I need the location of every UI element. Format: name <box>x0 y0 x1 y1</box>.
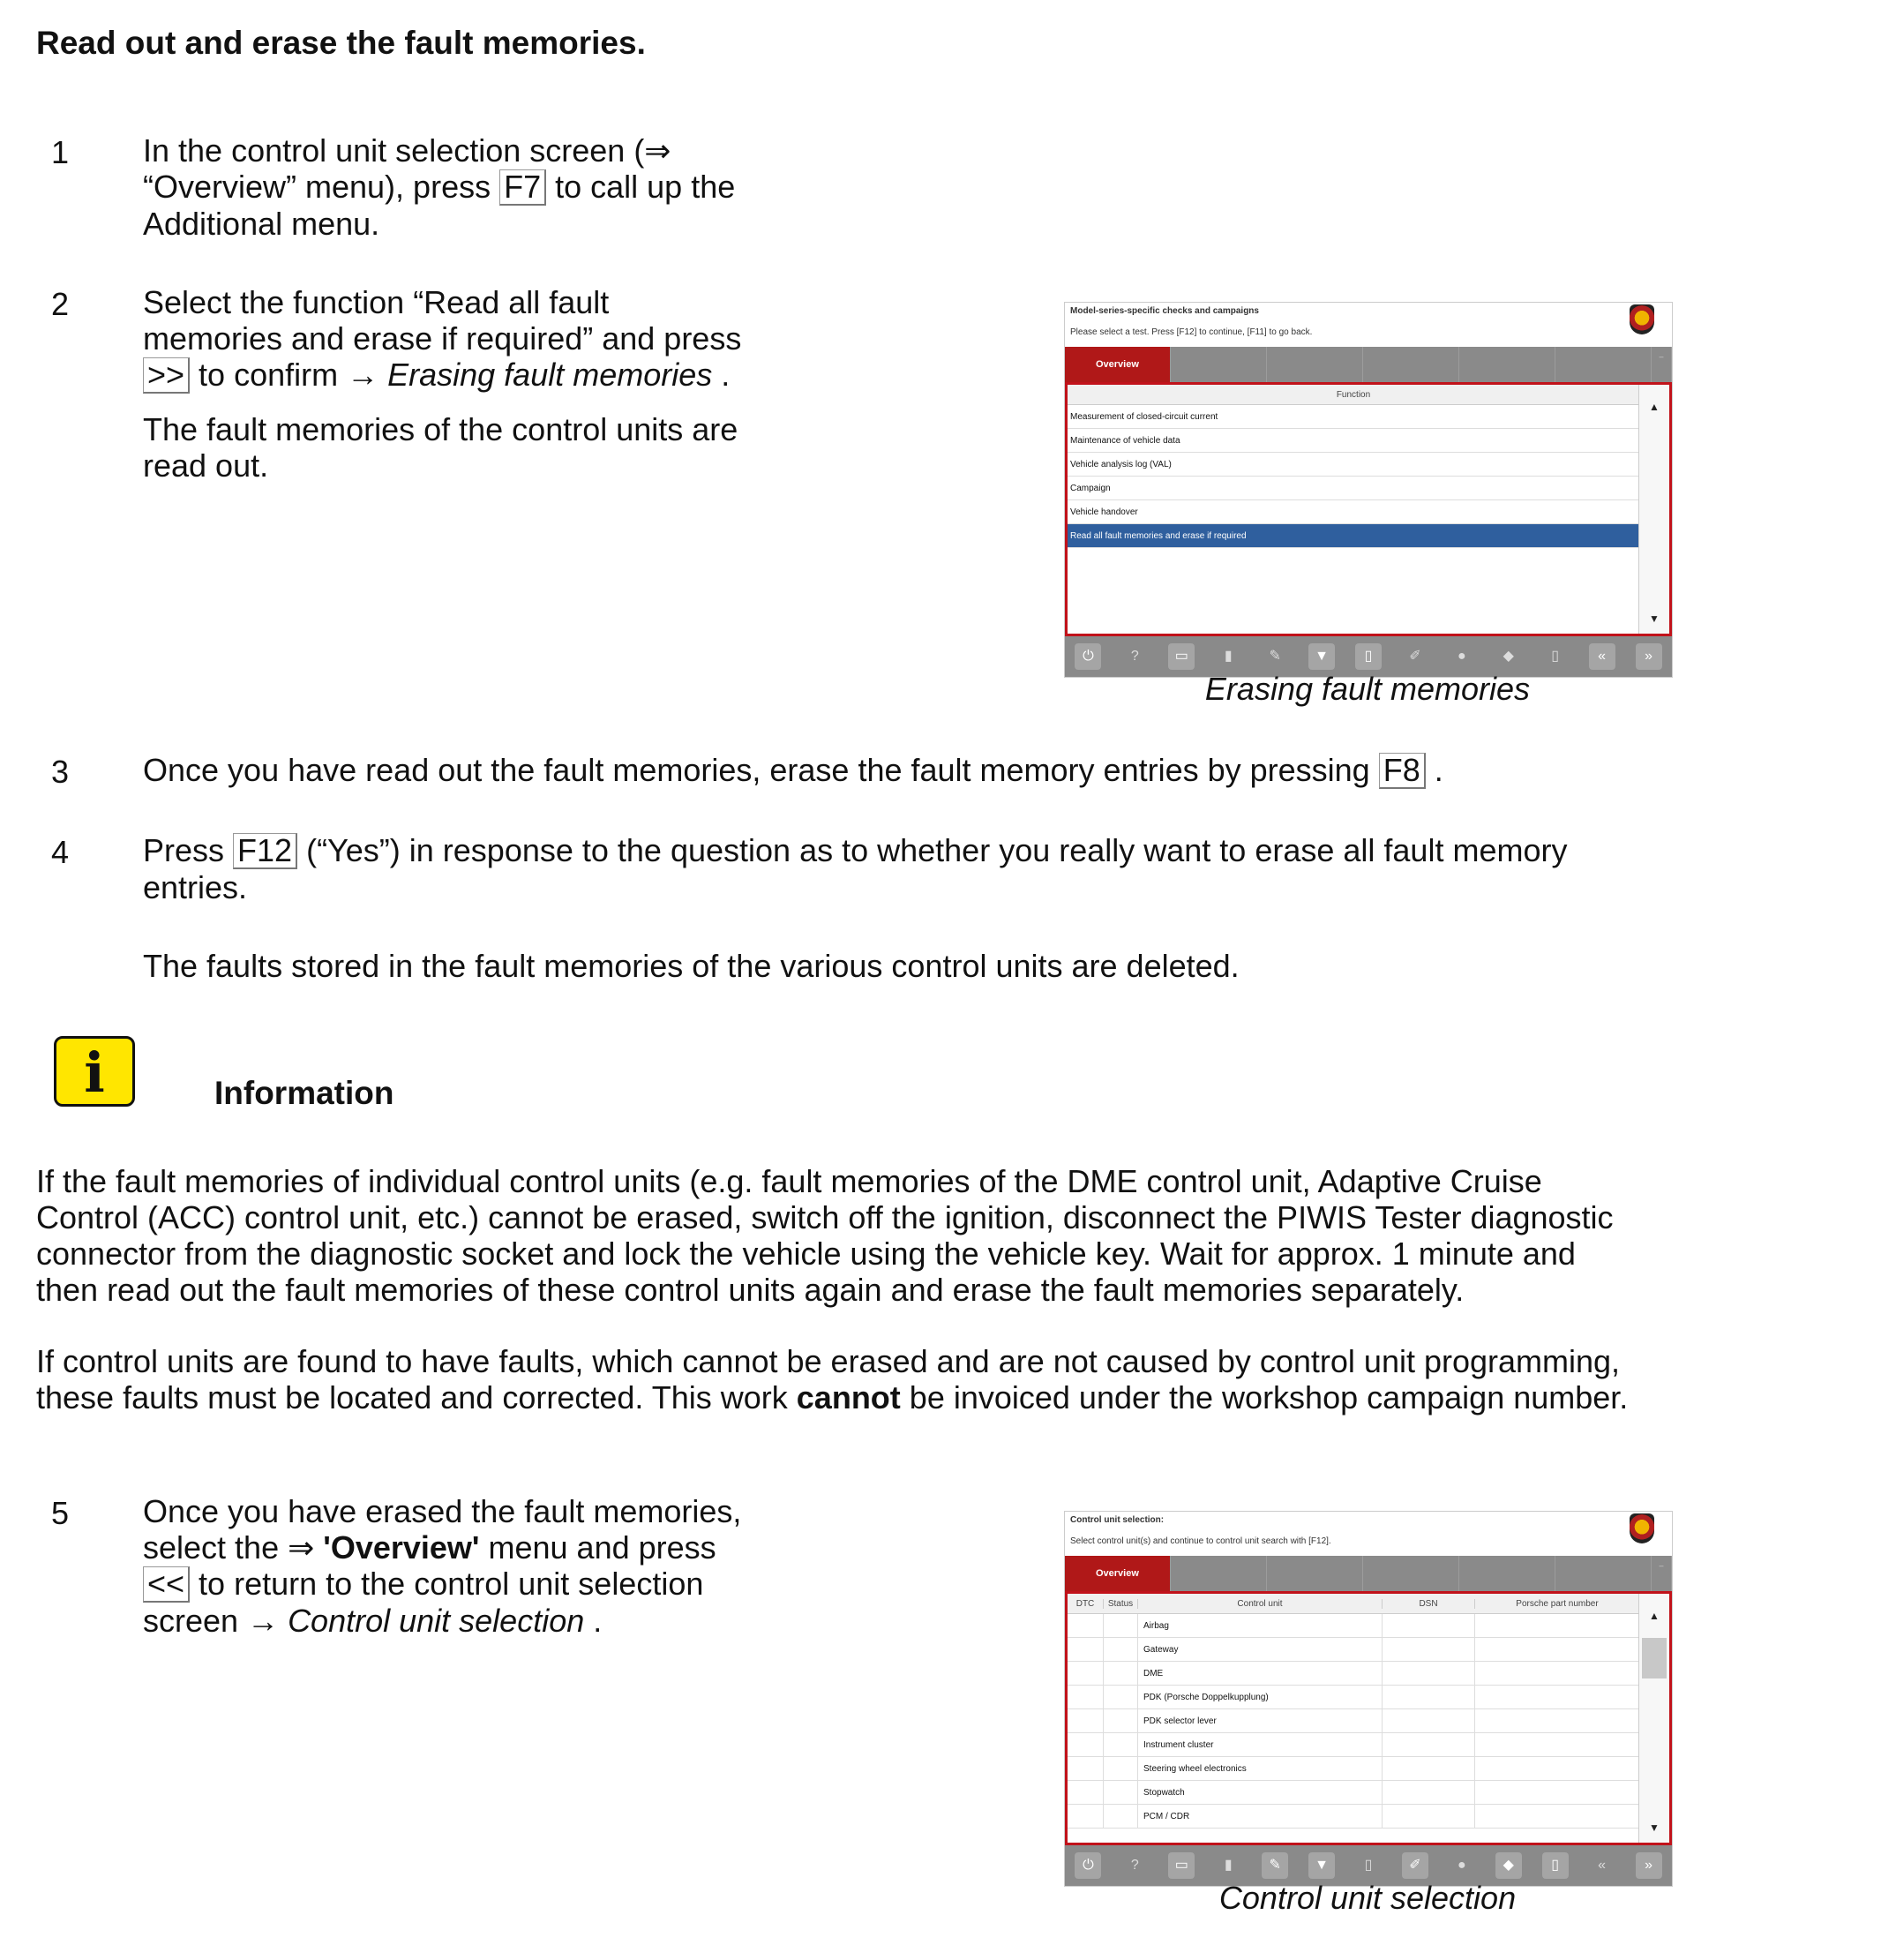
figure-caption: Control unit selection <box>1218 1880 1517 1916</box>
information-icon: i <box>54 1036 135 1107</box>
exit-icon[interactable]: ⏻ <box>1075 1852 1101 1879</box>
next-icon[interactable]: » <box>1636 643 1662 670</box>
screen-header: Control unit selection: Select control unit(s) and continue to control unit search with [F12]. <box>1065 1512 1672 1556</box>
control-unit-name: Steering wheel electronics <box>1143 1763 1247 1774</box>
tab-inactive[interactable] <box>1171 1556 1267 1591</box>
multimeter-icon[interactable]: ▭ <box>1168 643 1195 670</box>
table-row[interactable] <box>1068 1805 1639 1829</box>
dsn-cell <box>1382 1781 1475 1804</box>
delete-icon: ▯ <box>1364 1858 1373 1873</box>
step-number: 2 <box>51 286 70 322</box>
key-f8: F8 <box>1379 753 1426 789</box>
scroll-down-icon[interactable]: ▼ <box>1649 1821 1660 1834</box>
step-5-line: << to return to the control unit selection <box>143 1566 741 1603</box>
tab-bar <box>1065 347 1672 382</box>
column-part-number: Porsche part number <box>1516 1598 1599 1609</box>
control-unit-name: PCM / CDR <box>1143 1811 1190 1821</box>
scrollbar[interactable] <box>1638 1594 1669 1843</box>
control-unit-name: Instrument cluster <box>1143 1739 1214 1750</box>
key-f7: F7 <box>499 169 546 206</box>
dsn-cell <box>1382 1686 1475 1708</box>
tab-inactive[interactable] <box>1459 347 1555 382</box>
document-icon[interactable]: ▯ <box>1542 1852 1569 1879</box>
step-2-line: memories and erase if required” and press <box>143 320 742 357</box>
step-5-line: Once you have erased the fault memories, <box>143 1493 742 1529</box>
tag-icon: ◆ <box>1503 649 1514 664</box>
tab-overview[interactable]: Overview <box>1065 1556 1171 1591</box>
control-unit-name: PDK (Porsche Doppelkupplung) <box>1143 1692 1269 1702</box>
info-icon: ● <box>1457 649 1466 664</box>
tab-more[interactable]: – <box>1652 347 1672 382</box>
column-dtc: DTC <box>1068 1599 1104 1609</box>
step-4-line: The faults stored in the fault memories of the various control units are deleted. <box>143 948 1240 984</box>
information-heading: Information <box>214 1075 394 1111</box>
multimeter-icon[interactable]: ▭ <box>1168 1852 1195 1879</box>
scrollbar[interactable] <box>1638 385 1669 634</box>
table-row[interactable] <box>1068 1781 1639 1805</box>
step-5-line: screen → Control unit selection . <box>143 1603 603 1639</box>
step-5-line: select the ⇒ 'Overview' menu and press <box>143 1529 716 1566</box>
help-icon: ? <box>1130 649 1139 664</box>
column-dsn: DSN <box>1383 1599 1475 1609</box>
step-1-text <box>143 132 735 242</box>
step-3-text: Once you have read out the fault memories, erase the fault memory entries by pressing F8 . <box>143 752 1443 788</box>
tab-inactive[interactable] <box>1555 1556 1652 1591</box>
control-unit-name: Stopwatch <box>1143 1787 1185 1798</box>
dsn-cell <box>1382 1662 1475 1685</box>
document-icon: ▯ <box>1551 649 1560 664</box>
porsche-crest-icon <box>1630 304 1654 334</box>
tab-inactive[interactable] <box>1363 347 1459 382</box>
page-title: Read out and erase the fault memories. <box>36 25 646 61</box>
list-item[interactable]: Vehicle analysis log (VAL) <box>1068 453 1639 477</box>
table-row[interactable] <box>1068 1709 1639 1733</box>
list-item[interactable]: Measurement of closed-circuit current <box>1068 405 1639 429</box>
control-unit-table <box>1065 1591 1672 1845</box>
dsn-cell <box>1382 1709 1475 1732</box>
column-status: Status <box>1104 1599 1138 1609</box>
step-number: 5 <box>51 1495 70 1531</box>
dsn-cell <box>1382 1757 1475 1780</box>
tab-inactive[interactable] <box>1267 1556 1363 1591</box>
tag-icon[interactable]: ◆ <box>1495 1852 1522 1879</box>
step-4-text <box>143 832 1567 984</box>
information-paragraph-2: If control units are found to have faults, which cannot be erased and are not caused by control unit programming, these faults must be located and corrected. This work cannot be invoiced under the workshop campaign number. <box>36 1343 1629 1416</box>
tab-more[interactable]: – <box>1652 1556 1672 1591</box>
dsn-cell <box>1382 1638 1475 1661</box>
tool-icon[interactable]: ✐ <box>1402 1852 1428 1879</box>
edit-icon[interactable]: ✎ <box>1262 1852 1288 1879</box>
table-row[interactable] <box>1068 1757 1639 1781</box>
key-next: >> <box>143 357 190 394</box>
filter-icon[interactable]: ▼ <box>1308 643 1335 670</box>
tab-inactive[interactable] <box>1555 347 1652 382</box>
scroll-up-icon[interactable]: ▲ <box>1649 1610 1660 1622</box>
edit-icon: ✎ <box>1269 649 1281 664</box>
tool-icon: ✐ <box>1409 649 1421 664</box>
table-row[interactable] <box>1068 1686 1639 1709</box>
function-list <box>1065 382 1672 636</box>
tab-bar <box>1065 1556 1672 1591</box>
dsn-cell <box>1382 1733 1475 1756</box>
key-f12: F12 <box>233 833 297 869</box>
delete-icon[interactable]: ▯ <box>1355 643 1382 670</box>
table-row[interactable] <box>1068 1638 1639 1662</box>
step-number: 1 <box>51 134 70 170</box>
dsn-cell <box>1382 1614 1475 1637</box>
step-5-text <box>143 1493 741 1639</box>
tab-overview[interactable]: Overview <box>1065 347 1171 382</box>
step-1-line: “Overview” menu), press F7 to call up the <box>143 169 736 205</box>
key-back: << <box>143 1566 190 1603</box>
help-icon: ? <box>1130 1858 1139 1873</box>
filter-icon[interactable]: ▼ <box>1308 1852 1335 1879</box>
control-unit-rows <box>1068 1614 1669 1829</box>
control-unit-name: Gateway <box>1143 1644 1179 1655</box>
step-2-line: Select the function “Read all fault <box>143 284 610 320</box>
step-2-line: read out. <box>143 447 269 484</box>
step-number: 3 <box>51 754 70 790</box>
step-2-line: >> to confirm → Erasing fault memories . <box>143 357 741 394</box>
list-item[interactable]: Campaign <box>1068 477 1639 500</box>
screenshot-erasing-fault-memories <box>1064 302 1673 678</box>
function-rows <box>1068 405 1669 548</box>
information-paragraph-1: If the fault memories of individual control units (e.g. fault memories of the DME control unit, Adaptive Cruise Control (ACC) control unit, etc.) cannot be erased, switch off the ignition, disconnect the PIWIS Tester diagnostic connector from the diagnostic socket and lock the vehicle using the vehicle key. Wait for approx. 1 minute and then read out the fault memories of these control units again and erase the fault memories separately. <box>36 1163 1614 1308</box>
next-icon[interactable]: » <box>1636 1852 1662 1879</box>
exit-icon[interactable]: ⏻ <box>1075 643 1101 670</box>
info-icon: ● <box>1457 1858 1466 1873</box>
control-unit-name: PDK selector lever <box>1143 1716 1217 1726</box>
table-header <box>1068 1594 1669 1614</box>
list-item[interactable]: Maintenance of vehicle data <box>1068 429 1639 453</box>
step-4-line: Press F12 (“Yes”) in response to the question as to whether you really want to erase all fault memory <box>143 832 1568 868</box>
tab-inactive[interactable] <box>1363 1556 1459 1591</box>
screenshot-control-unit-selection <box>1064 1511 1673 1887</box>
control-unit-name: Airbag <box>1143 1620 1169 1631</box>
table-row[interactable] <box>1068 1662 1639 1686</box>
screen-header: Model-series-specific checks and campaigns Please select a test. Press [F12] to continue, [F11] to go back. <box>1065 303 1672 347</box>
step-4-line: entries. <box>143 869 248 905</box>
step-1-line: In the control unit selection screen (⇒ <box>143 132 671 169</box>
figure-caption: Erasing fault memories <box>1204 671 1531 707</box>
step-2-line: The fault memories of the control units are <box>143 411 738 447</box>
list-item[interactable]: Vehicle handover <box>1068 500 1639 524</box>
table-row[interactable] <box>1068 1614 1639 1638</box>
porsche-crest-icon <box>1630 1513 1654 1543</box>
step-2-text <box>143 284 741 484</box>
chart-icon: ▮ <box>1224 1858 1233 1873</box>
tab-inactive[interactable] <box>1267 347 1363 382</box>
column-control-unit: Control unit <box>1138 1599 1383 1609</box>
chart-icon: ▮ <box>1224 649 1233 664</box>
scroll-thumb[interactable] <box>1642 1638 1667 1678</box>
scroll-up-icon[interactable]: ▲ <box>1649 401 1660 413</box>
back-icon: « <box>1598 1858 1607 1873</box>
step-number: 4 <box>51 834 70 870</box>
column-header: Function <box>1068 385 1669 405</box>
back-icon[interactable]: « <box>1589 643 1615 670</box>
step-1-line: Additional menu. <box>143 206 380 242</box>
list-item[interactable]: Read all fault memories and erase if required <box>1068 524 1639 548</box>
table-row[interactable] <box>1068 1733 1639 1757</box>
dsn-cell <box>1382 1805 1475 1828</box>
tab-inactive[interactable] <box>1171 347 1267 382</box>
scroll-down-icon[interactable]: ▼ <box>1649 612 1660 625</box>
tab-inactive[interactable] <box>1459 1556 1555 1591</box>
control-unit-name: DME <box>1143 1668 1164 1678</box>
